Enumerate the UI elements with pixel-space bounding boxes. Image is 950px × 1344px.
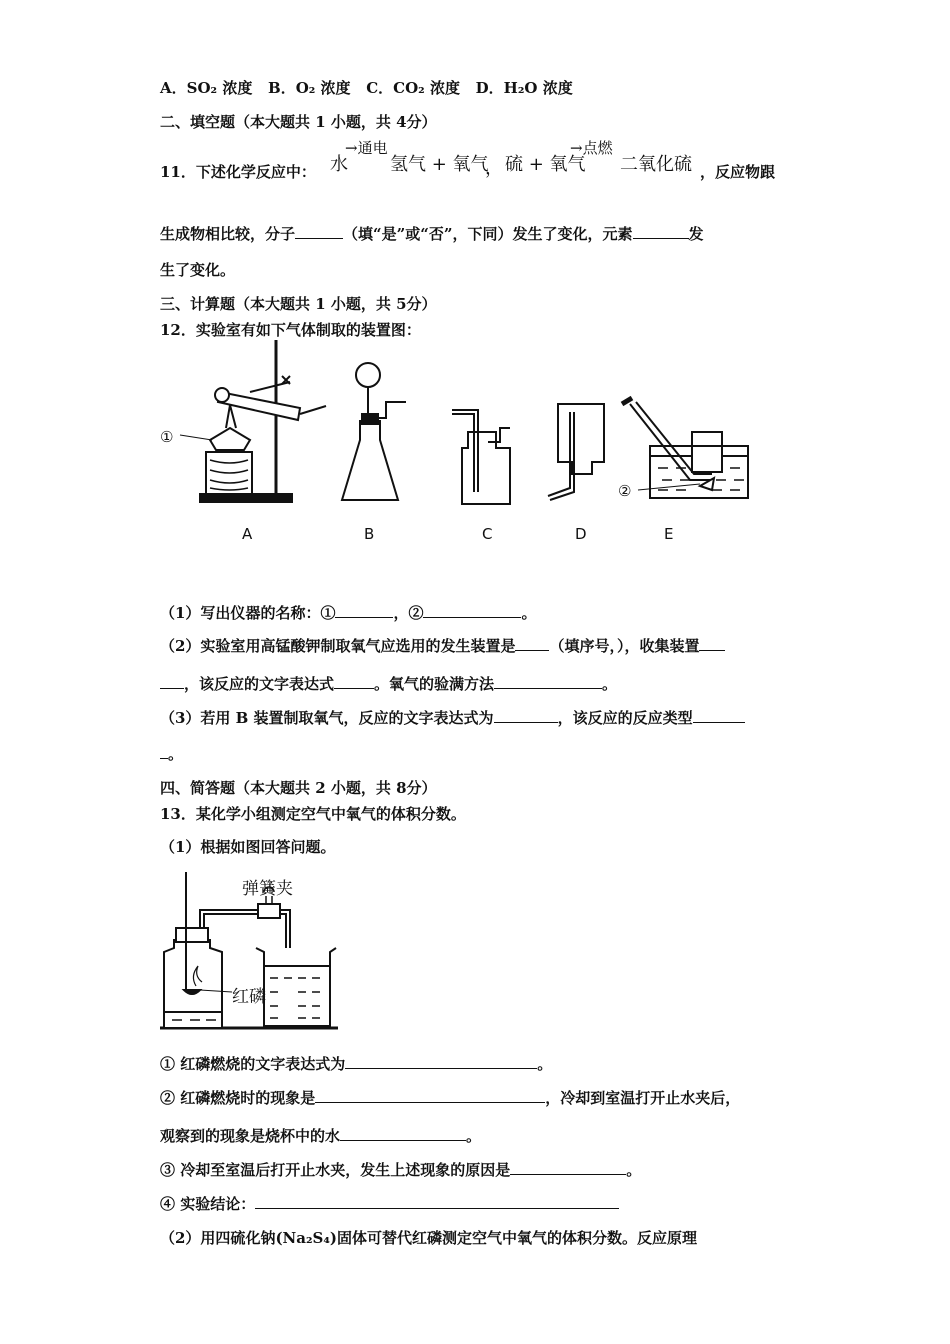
label-red-phosphorus: 红磷	[232, 987, 266, 1007]
eq2-condition: →点燃	[570, 139, 613, 157]
label-e: E	[664, 525, 674, 543]
label-d: D	[575, 525, 587, 543]
blank-water-phenomenon[interactable]	[340, 1126, 466, 1141]
q13-item4: ④ 实验结论：	[160, 1194, 619, 1214]
q12-sub1: （1）写出仪器的名称：① ，② 。	[160, 604, 537, 622]
q12-sub3-line1: （3）若用 B 装置制取氧气，反应的文字表达式为 ，该反应的反应类型	[160, 708, 745, 728]
eq-comma: ，	[485, 158, 503, 179]
eq2-left: 硫 + 氧气	[505, 154, 586, 175]
label-b: B	[364, 525, 375, 543]
blank-combustion-phenomenon[interactable]	[315, 1088, 545, 1103]
label-circle1: ①	[160, 428, 174, 446]
q13-item2-line1: ② 红磷燃烧时的现象是 ，冷却到室温打开止水夹后，	[160, 1089, 741, 1107]
blank-combustion-expression[interactable]	[345, 1054, 537, 1069]
q12-title: 12．实验室有如下气体制取的装置图：	[160, 321, 421, 339]
eq2-right: 二氧化硫	[620, 154, 692, 175]
label-c: C	[482, 525, 493, 543]
q13-title: 13．某化学小组测定空气中氧气的体积分数。	[160, 805, 466, 823]
option-a: A．SO₂ 浓度	[160, 79, 253, 97]
q12-sub3-line2: 。	[160, 744, 183, 764]
q12-sub2-line1: （2）实验室用高锰酸钾制取氧气应选用的发生装置是 （填序号，），收集装置	[160, 636, 725, 656]
section2-heading: 二、填空题（本大题共 1 小题，共 4分）	[160, 113, 437, 131]
q11-prefix: 11．下述化学反应中：	[160, 163, 316, 181]
section4-heading: 四、简答题（本大题共 2 小题，共 8分）	[160, 779, 437, 797]
option-b: B．O₂ 浓度	[268, 79, 351, 97]
blank-reason[interactable]	[510, 1160, 626, 1175]
option-c: C．CO₂ 浓度	[366, 79, 460, 97]
section3-heading: 三、计算题（本大题共 1 小题，共 5分）	[160, 295, 437, 313]
eq1-left: 水	[330, 154, 348, 175]
q13-sub2: （2）用四硫化钠(Na₂S₄)固体可替代红磷测定空气中氧气的体积分数。反应原理	[160, 1229, 698, 1247]
blank-conclusion[interactable]	[255, 1194, 619, 1209]
eq1-condition: →通电	[345, 139, 388, 157]
q11-line2: 生成物相比较，分子 （填“是”或“否”，下同）发生了变化，元素 发	[160, 225, 704, 243]
q13-sub1: （1）根据如图回答问题。	[160, 838, 336, 856]
q13-item3: ③ 冷却至室温后打开止水夹，发生上述现象的原因是 。	[160, 1161, 642, 1179]
q12-sub2-line2: ，该反应的文字表达式 。氧气的验满方法 。	[160, 674, 617, 694]
label-circle2: ②	[618, 482, 632, 500]
q11-line3: 生了变化。	[160, 261, 236, 279]
label-a: A	[242, 525, 253, 543]
eq1-right: 氢气 + 氧气	[390, 154, 489, 175]
option-d: D．H₂O 浓度	[475, 79, 573, 97]
q13-item1: ① 红磷燃烧的文字表达式为 。	[160, 1055, 553, 1073]
q11-suffix: ，反应物跟	[700, 163, 776, 181]
q13-item2-line2: 观察到的现象是烧杯中的水 。	[160, 1127, 482, 1145]
label-spring-clip: 弹簧夹	[242, 879, 293, 899]
